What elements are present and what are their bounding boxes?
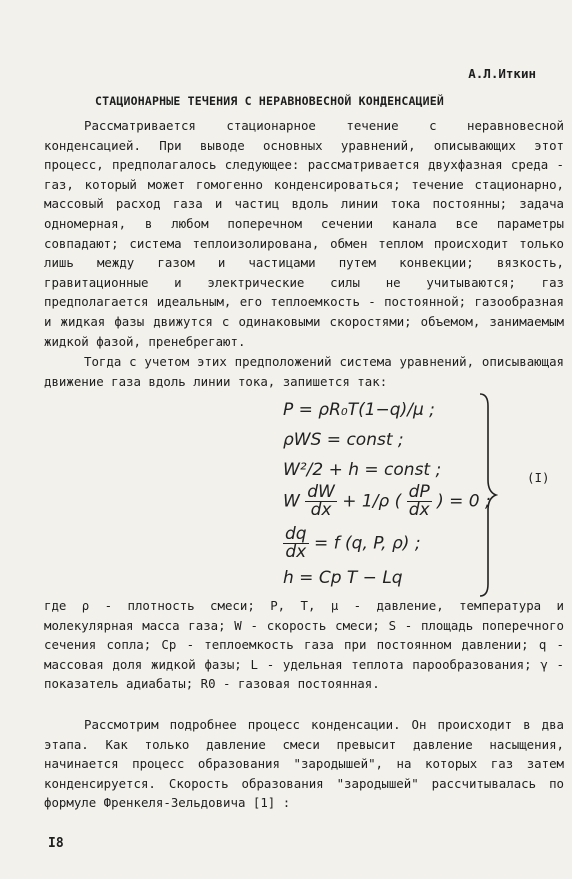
equation-state: P = ρR₀T(1−q)/μ ;: [283, 400, 435, 420]
fraction-dp-dx: [407, 484, 432, 519]
equation-continuity: ρWS = const ;: [283, 430, 404, 450]
equation-enthalpy: h = Cp T − Lq: [283, 568, 403, 588]
fraction-dw-dx: [305, 484, 337, 519]
equation-number: (I): [527, 470, 550, 485]
fraction-numerator: dW: [307, 482, 335, 502]
author-name: А.Л.Иткин: [468, 66, 536, 81]
fraction-numerator: dP: [408, 482, 430, 502]
fraction-dq-dx: [283, 526, 309, 561]
eq-momentum-tail: ) = 0 ;: [437, 491, 491, 512]
eq-momentum-mid: + 1/ρ (: [342, 491, 402, 512]
equation-momentum: [283, 484, 491, 519]
fraction-denominator: dx: [310, 500, 332, 520]
paragraph-notation: где ρ - плотность смеси; P, T, μ - давление, температура и молекулярная масса газа; W - скорость смеси; S - площадь поперечного сечения сопла; Cp - теплоемкость газа при постоянном давлении; q - массовая доля жидкой фазы; L - удельная теплота парообразования; γ - показатель адиабаты; R0 - газовая постоянная.: [44, 598, 564, 692]
fraction-denominator: dx: [285, 542, 307, 562]
paragraph-assumptions: Рассматривается стационарное течение с неравновесной конденсацией. При выводе основных уравнений, описывающих этот процесс, предполагалось следующее: рассматривается двухфазная среда - газ, который может гомогенно конденсироваться; течение стационарно, массовый расход газа и частиц вдоль линии тока постоянны; задача одномерная, в любом поперечном сечении канала все параметры совпадают; система теплоизолирована, обмен теплом происходит только лишь между газом и частицами путем конвекции; вязкость, гравитационные и электрические силы не учитываются; газ предполагается идеальным, его теплоемкость - постоянной; газообразная и жидкая фазы движутся с одинаковыми скоростями; объемом, занимаемым жидкой фазой, пренебрегают.: [44, 118, 564, 349]
equation-energy: W²/2 + h = const ;: [283, 460, 442, 480]
fraction-numerator: dq: [285, 524, 307, 544]
paragraph-condensation: Рассмотрим подробнее процесс конденсации. Он происходит в два этапа. Как только давление смеси превысит давление насыщения, начинается процесс образования "зародышей", на которых газ затем конденсируется. Скорость образования "зародышей" рассчитывалась по формуле Френкеля-Зельдовича [1] :: [44, 717, 564, 811]
fraction-denominator: dx: [408, 500, 430, 520]
right-brace-icon: [478, 392, 498, 598]
page-number: I8: [48, 836, 64, 851]
eq-condensation-tail: = f (q, P, ρ) ;: [314, 533, 421, 554]
equation-condensation: [283, 526, 421, 561]
equation-system: [283, 396, 503, 596]
paragraph-system-intro: Тогда с учетом этих предположений система уравнений, описывающая движение газа вдоль линии тока, запишется так:: [44, 354, 564, 389]
eq-momentum-w: W: [283, 491, 300, 512]
article-title: СТАЦИОНАРНЫЕ ТЕЧЕНИЯ С НЕРАВНОВЕСНОЙ КОНДЕНСАЦИЕЙ: [95, 94, 445, 108]
